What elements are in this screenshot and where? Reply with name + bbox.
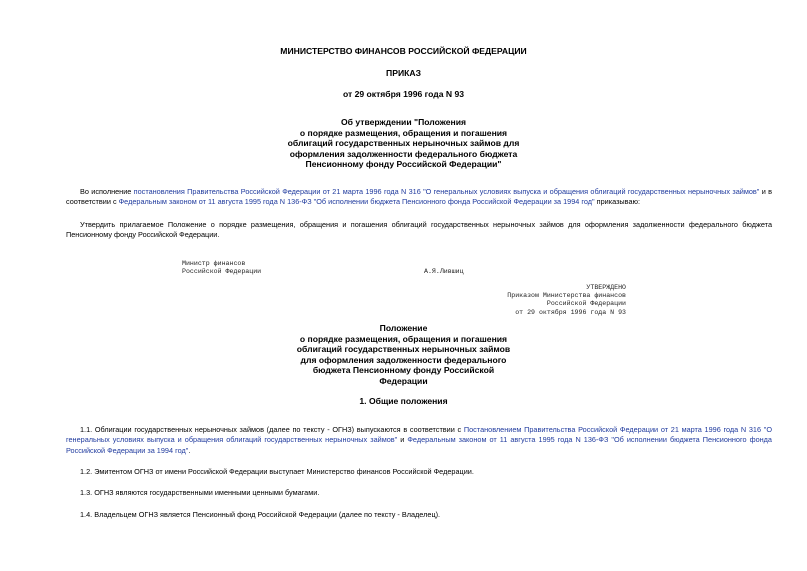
order-title-line: облигаций государственных нерыночных займов для (287, 138, 520, 148)
paragraph-1-2: 1.2. Эмитентом ОГНЗ от имени Российской Федерации выступает Министерство финансов Российской Федерации. (80, 467, 474, 476)
signature-line: Министр финансов (182, 260, 246, 267)
order-title-line: о порядке размещения, обращения и погашения (299, 127, 508, 138)
link-federal-law[interactable]: Федеральным законом от 11 августа 1995 года N 136-ФЗ "Об исполнении бюджета Пенсионного фонда Российской Федерации за 1994 год" (118, 197, 595, 207)
paragraph-1-1 (66, 425, 772, 456)
link-government-decree[interactable]: постановления Правительства Российской Федерации от 21 марта 1996 года N 316 "О генеральных условиях выпуска и обращения облигаций государственных нерыночных займов" (133, 187, 760, 196)
regulation-title-line: Федерации (379, 375, 428, 386)
approval-line: Российской Федерации (546, 300, 626, 308)
link-government-decree[interactable]: Постановлением Правительства Российской Федерации от 21 марта 1996 года N 316 "О генеральных условиях выпуска и обращения облигаций государственных нерыночных займов" (66, 425, 773, 445)
signature-line: Российской Федерации (182, 268, 262, 276)
paragraph-preamble (66, 187, 772, 208)
order-title-line: Пенсионному фонду Российской Федерации" (305, 159, 502, 169)
preamble-text: приказываю: (594, 197, 641, 207)
regulation-title-line: для оформления задолженности федерального (300, 354, 507, 365)
approval-line: от 29 октября 1996 года N 93 (515, 308, 626, 316)
order-date: от 29 октября 1996 года N 93 (342, 89, 465, 99)
paragraph-1-3: 1.3. ОГНЗ являются государственными именными ценными бумагами. (80, 488, 320, 497)
order-title (0, 117, 807, 170)
order-heading: ПРИКАЗ (386, 68, 421, 78)
order-title-line: Об утверждении "Положения (340, 117, 467, 127)
preamble-text: и в соответствии с (66, 187, 772, 207)
paragraph-approve: Утвердить прилагаемое Положение о порядке размещения, обращения и погашения облигаций государственных нерыночных займов для оформления задолженности федерального бюджета Пенсионному фонду Российской Федерации. (66, 220, 772, 240)
clause-text: и (397, 435, 408, 445)
regulation-title (0, 323, 807, 386)
link-federal-law[interactable]: Федеральным законом от 11 августа 1995 года N 136-ФЗ "Об исполнении бюджета Пенсионного фонда Российской Федерации за 1994 год" (66, 435, 772, 455)
regulation-title-line: Положение (379, 323, 428, 333)
clause-text: 1.1. Облигации государственных нерыночных займов (далее по тексту - ОГНЗ) выпускаются в соответствии с (80, 425, 464, 434)
regulation-title-line: облигаций государственных нерыночных займов (296, 344, 511, 354)
ministry-heading: МИНИСТЕРСТВО ФИНАНСОВ РОССИЙСКОЙ ФЕДЕРАЦИИ (280, 46, 527, 56)
clause-text: . (188, 445, 191, 455)
regulation-title-line: о порядке размещения, обращения и погашения (299, 333, 508, 344)
signature-name: А.Я.Лившиц (424, 268, 464, 275)
signature-title (182, 260, 261, 276)
order-title-line: оформления задолженности федерального бюджета (289, 148, 518, 159)
approval-line: УТВЕРЖДЕНО (586, 284, 626, 291)
paragraph-1-4: 1.4. Владельцем ОГНЗ является Пенсионный фонд Российской Федерации (далее по тексту - Владелец). (80, 510, 441, 519)
section-heading: 1. Общие положения (359, 396, 448, 406)
preamble-text: Во исполнение (80, 187, 134, 196)
approval-block (440, 284, 626, 317)
regulation-title-line: бюджета Пенсионному фонду Российской (312, 365, 495, 375)
approval-line: Приказом Министерства финансов (507, 292, 626, 300)
